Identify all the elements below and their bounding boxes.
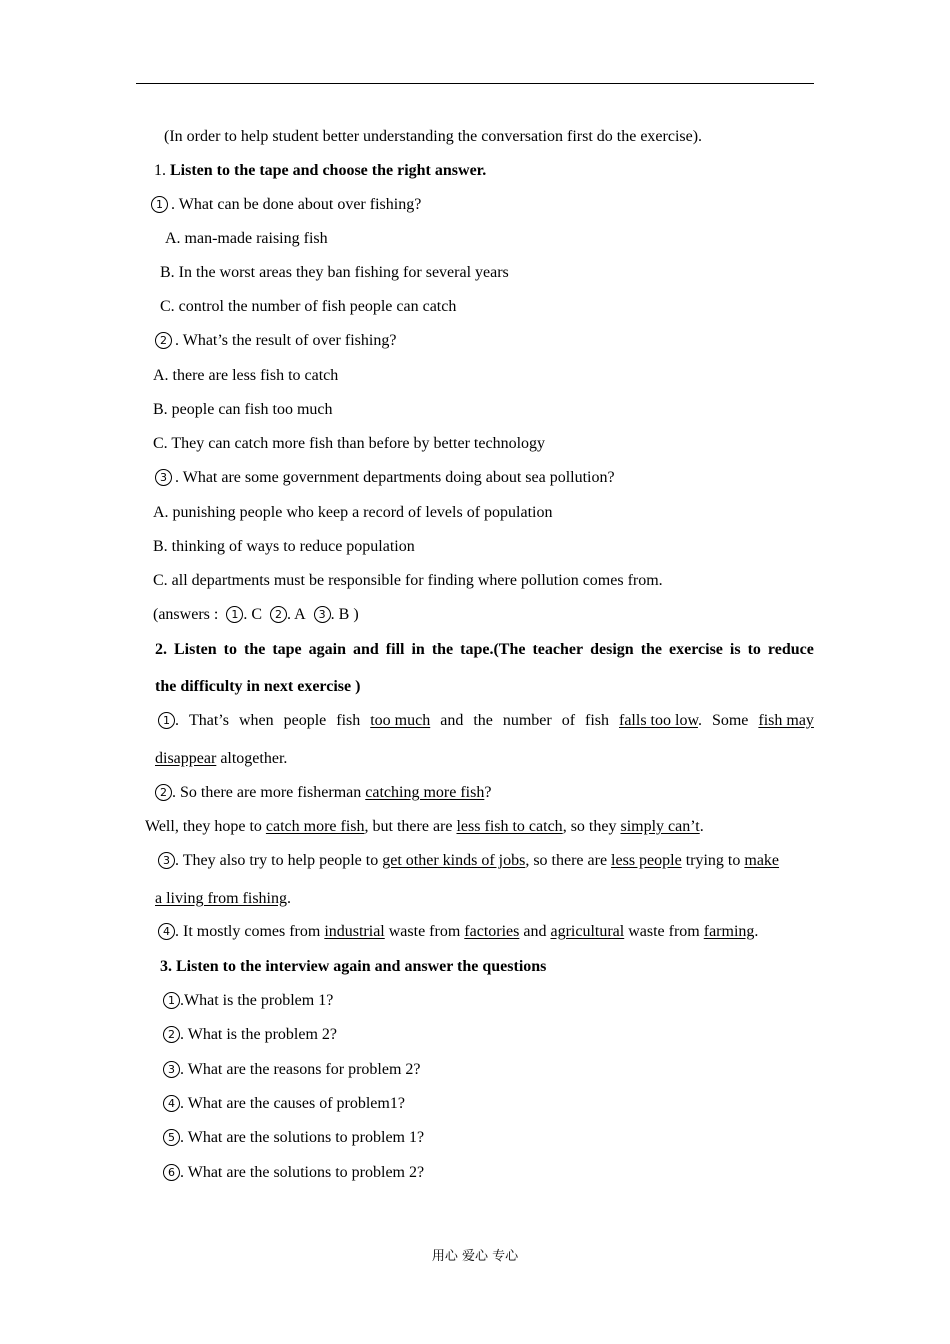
open-question: 5 . What are the solutions to problem 1? <box>163 1128 424 1148</box>
section3-title: 3. Listen to the interview again and answer the questions <box>160 958 547 975</box>
title-word: the <box>431 641 454 658</box>
option-b: B. In the worst areas they ban fishing for several years <box>160 264 509 281</box>
option-b: B. thinking of ways to reduce population <box>153 538 415 555</box>
option-c: C. They can catch more fish than before by better technology <box>153 435 546 452</box>
filled-blank: falls too low <box>619 712 698 729</box>
title-word: tape <box>272 641 302 658</box>
title-word: again <box>308 641 346 658</box>
circled-number: 1 <box>163 992 180 1009</box>
fill-item-3-line2: a living from fishing. <box>155 890 291 907</box>
question-2: 2 . What’s the result of over fishing? <box>155 331 396 351</box>
option-c: C. all departments must be responsible for finding where pollution comes from. <box>153 572 663 589</box>
option-c: C. control the number of fish people can catch <box>160 298 457 315</box>
fill-item-2-line1: 2 . So there are more fisherman catching more fish? <box>155 783 491 803</box>
circled-number: 2 <box>163 1026 180 1043</box>
title-word: in <box>411 641 425 658</box>
header-rule <box>136 83 814 84</box>
section1-heading: 1. Listen to the tape and choose the right answer. <box>154 162 487 179</box>
circled-number: 6 <box>163 1164 180 1181</box>
filled-blank: factories <box>464 923 520 940</box>
filled-blank: industrial <box>324 923 385 940</box>
circled-number: 4 <box>158 923 175 940</box>
circled-number: 2 <box>155 784 172 801</box>
answers-line: (answers : 1 . C 2 . A 3 . B ) <box>153 606 359 623</box>
title-word: the <box>640 641 663 658</box>
fill-item-3-line1: 3 . They also try to help people to get other kinds of jobs, so there are less people trying to make <box>158 851 779 871</box>
title-word: reduce <box>767 641 814 658</box>
title-word: teacher <box>532 641 584 658</box>
circled-number: 5 <box>163 1129 180 1146</box>
title-word: to <box>747 641 761 658</box>
open-question: 3 . What are the reasons for problem 2? <box>163 1060 421 1080</box>
filled-blank: less people <box>611 852 682 869</box>
filled-blank: agricultural <box>550 923 625 940</box>
option-a: A. man-made raising fish <box>165 230 328 247</box>
circled-number: 4 <box>163 1095 180 1112</box>
title-word: design <box>590 641 634 658</box>
filled-blank: make <box>744 852 780 869</box>
option-a: A. punishing people who keep a record of levels of population <box>153 504 553 521</box>
filled-blank: catching more fish <box>365 784 485 801</box>
fill-item-4: 4 . It mostly comes from industrial waste from factories and agricultural waste from farming. <box>158 922 758 942</box>
circled-number: 3 <box>155 469 172 486</box>
filled-blank: fish may <box>758 712 814 729</box>
circled-number: 2 <box>270 606 287 623</box>
question-1: 1 . What can be done about over fishing? <box>151 195 421 215</box>
title-word: to <box>223 641 237 658</box>
circled-number: 3 <box>314 606 331 623</box>
filled-blank: catch more fish <box>265 818 365 835</box>
circled-number: 1 <box>158 712 175 729</box>
open-question: 6 . What are the solutions to problem 2? <box>163 1163 424 1183</box>
circled-number: 1 <box>151 196 168 213</box>
intro-text: (In order to help student better understanding the conversation first do the exercise). <box>164 128 703 145</box>
page-footer: 用心 爱心 专心 <box>431 1249 519 1264</box>
title-word: fill <box>385 641 405 658</box>
title-word: tape.(The <box>460 641 526 658</box>
title-word: exercise <box>669 641 723 658</box>
filled-blank: simply can’t <box>620 818 700 835</box>
circled-number: 3 <box>158 852 175 869</box>
filled-blank: less fish to catch <box>456 818 563 835</box>
open-question: 1 .What is the problem 1? <box>163 991 333 1011</box>
section1-title: Listen to the tape and choose the right answer. <box>170 162 487 179</box>
fill-item-2-line2: Well, they hope to catch more fish, but there are less fish to catch, so they simply can’t. <box>145 818 704 835</box>
filled-blank: farming <box>703 923 755 940</box>
filled-blank: a living from fishing <box>155 890 287 907</box>
filled-blank: disappear <box>155 750 217 767</box>
title-word: Listen <box>174 641 217 658</box>
circled-number: 3 <box>163 1061 180 1078</box>
open-question: 2 . What is the problem 2? <box>163 1025 337 1045</box>
question-3: 3 . What are some government departments doing about sea pollution? <box>155 468 615 488</box>
title-word: the <box>244 641 266 658</box>
title-word: 2. <box>155 641 167 658</box>
open-question: 4 . What are the causes of problem1? <box>163 1094 405 1114</box>
fill-item-1-line2: disappear altogether. <box>155 750 288 767</box>
section2-title-line2: the difficulty in next exercise ) <box>155 678 361 695</box>
filled-blank: get other kinds of jobs <box>382 852 526 869</box>
filled-blank: too much <box>370 712 431 729</box>
title-word: and <box>353 641 379 658</box>
circled-number: 1 <box>226 606 243 623</box>
option-a: A. there are less fish to catch <box>153 367 339 384</box>
option-b: B. people can fish too much <box>153 401 333 418</box>
circled-number: 2 <box>155 332 172 349</box>
fill-item-1-line1: 1 . That’s when people fish too much and the number of fish falls too low. Some fish may <box>158 711 814 731</box>
title-word: is <box>729 641 741 658</box>
section2-title-line1 <box>155 640 814 660</box>
